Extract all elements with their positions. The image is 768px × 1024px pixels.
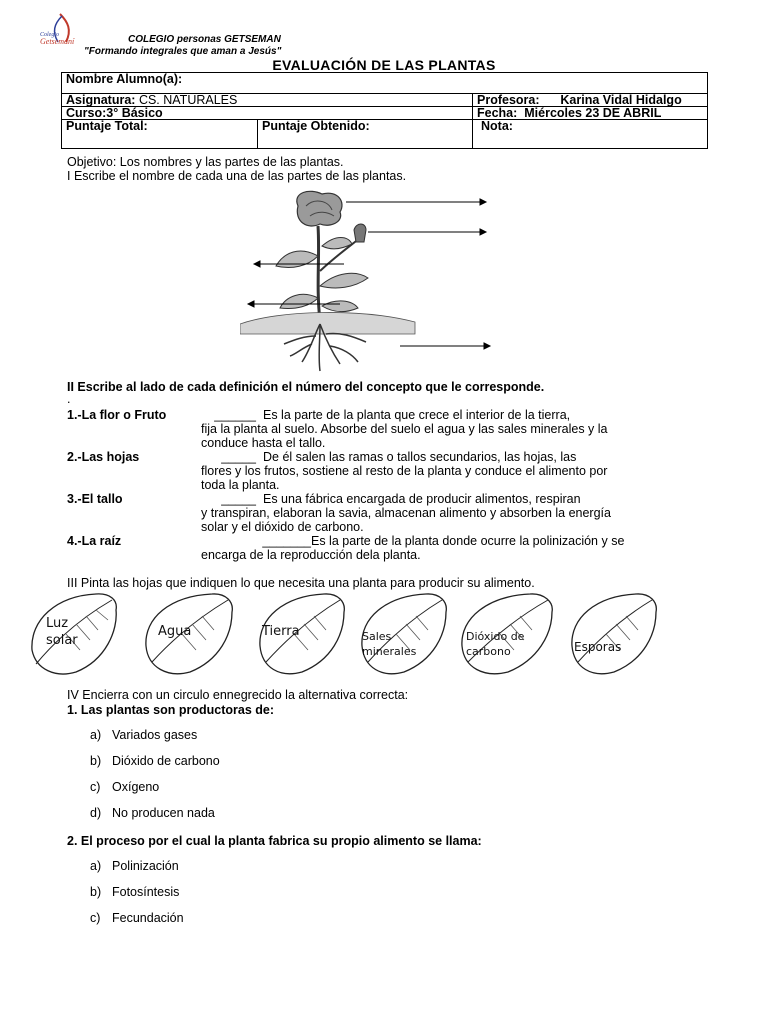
subject-cell: Asignatura: CS. NATURALES — [62, 94, 473, 107]
section2-instruction: II Escribe al lado de cada definición el número del concepto que le corresponde. — [67, 380, 545, 394]
definition-4: _______Es la parte de la planta donde ocurre la polinización y se encarga de la reproducción dela planta. — [201, 534, 625, 562]
q1-option-b[interactable]: b) Dióxido de carbono — [90, 754, 220, 768]
svg-text:Getsemaní: Getsemaní — [40, 37, 75, 46]
definition-1: ______ Es la parte de la planta que crece el interior de la tierra, fija la planta al suelo. Absorbe del suelo el agua y las sales minerales y la conduce hasta el tallo. — [201, 408, 608, 450]
leaf-agua[interactable]: Agua — [140, 590, 238, 678]
grade-field[interactable]: Nota: — [473, 120, 708, 149]
teacher-cell: Profesora: Karina Vidal Hidalgo — [473, 94, 708, 107]
school-name: COLEGIO personas GETSEMAN — [128, 34, 281, 45]
section2-dot: . — [67, 392, 71, 406]
total-score-field[interactable]: Puntaje Total: — [62, 120, 258, 149]
leaf-luz-solar[interactable]: Luz solar — [26, 590, 122, 678]
plant-diagram — [240, 186, 500, 381]
concept-4: 4.-La raíz — [67, 534, 122, 548]
objective-text: Objetivo: Los nombres y las partes de las plantas. — [67, 155, 344, 169]
q2-option-a[interactable]: a) Polinización — [90, 859, 179, 873]
q2-option-b[interactable]: b) Fotosíntesis — [90, 885, 180, 899]
q2-option-c[interactable]: c) Fecundación — [90, 911, 184, 925]
page-title: EVALUACIÓN DE LAS PLANTAS — [272, 57, 496, 73]
leaf-sales-minerales[interactable]: Sales minerales — [356, 590, 452, 678]
leaf-dioxido-de-carbono[interactable]: Dióxido de carbono — [456, 590, 558, 678]
answer-blank-1[interactable]: ______ — [214, 408, 256, 422]
section1-instruction: I Escribe el nombre de cada una de las partes de las plantas. — [67, 169, 407, 183]
answer-blank-4[interactable]: _______ — [262, 534, 311, 548]
section3-instruction: III Pinta las hojas que indiquen lo que necesita una planta para producir su alimento. — [67, 576, 535, 590]
question-1: 1. Las plantas son productoras de: — [67, 703, 274, 717]
section4-instruction: IV Encierra con un circulo ennegrecido la alternativa correcta: — [67, 688, 409, 702]
obtained-score-field[interactable]: Puntaje Obtenido: — [258, 120, 473, 149]
leaf-tierra[interactable]: Tierra — [254, 590, 350, 678]
leaf-esporas[interactable]: Esporas — [566, 590, 662, 678]
concept-2: 2.-Las hojas — [67, 450, 140, 464]
date-cell: Fecha: Miércoles 23 DE ABRIL — [473, 107, 708, 120]
answer-blank-3[interactable]: _____ — [221, 492, 256, 506]
flower-drawing — [297, 191, 342, 226]
student-name-field[interactable]: Nombre Alumno(a): — [62, 73, 708, 94]
answer-blank-2[interactable]: _____ — [221, 450, 256, 464]
definition-2: _____ De él salen las ramas o tallos secundarios, las hojas, las flores y los frutos, sostiene al resto de la planta y conduce el alimento por toda la planta. — [201, 450, 608, 492]
question-2: 2. El proceso por el cual la planta fabrica su propio alimento se llama: — [67, 834, 482, 848]
svg-text:Colegio: Colegio — [40, 32, 59, 38]
q1-option-c[interactable]: c) Oxígeno — [90, 780, 160, 794]
course-cell: Curso:3° Básico — [62, 107, 473, 120]
q1-option-a[interactable]: a) Variados gases — [90, 728, 198, 742]
school-motto: "Formando integrales que aman a Jesús" — [84, 46, 282, 57]
concept-1: 1.-La flor o Fruto — [67, 408, 167, 422]
student-info-table — [61, 72, 708, 149]
q1-option-d[interactable]: d) No producen nada — [90, 806, 215, 820]
concept-3: 3.-El tallo — [67, 492, 123, 506]
definition-3: _____ Es una fábrica encargada de producir alimentos, respiran y transpiran, elaboran la savia, almacenan alimento y absorben la energía solar y el dióxido de carbono. — [201, 492, 611, 534]
